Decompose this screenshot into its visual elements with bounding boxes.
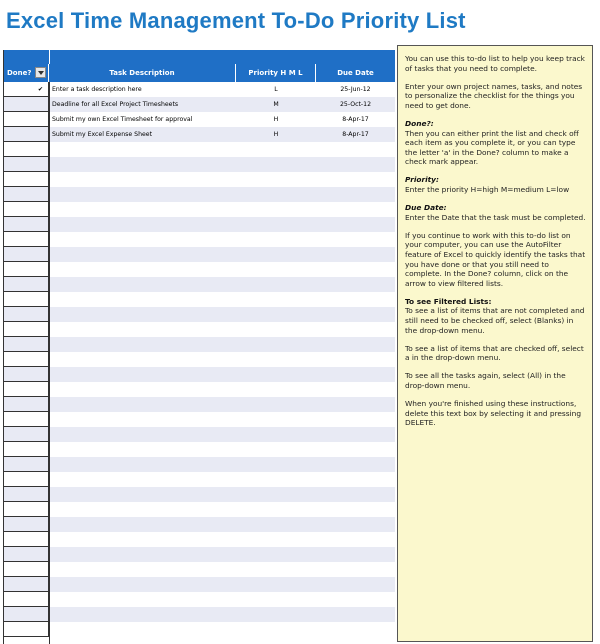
instructions-intro: You can use this to-do list to help you keep track of tasks that you need to complete. (405, 54, 585, 73)
table-row[interactable] (4, 112, 395, 127)
column-header-priority: Priority H M L (236, 64, 316, 82)
priority-cell[interactable] (236, 592, 316, 607)
task-description-cell[interactable] (49, 262, 236, 277)
done-cell[interactable] (4, 517, 49, 532)
done-cell[interactable] (4, 97, 49, 112)
table-row[interactable] (4, 337, 395, 352)
instructions-personalize: Enter your own project names, tasks, and notes to personalize the checklist for the things you need to get done. (405, 81, 583, 110)
task-description-cell[interactable]: Deadline for all Excel Project Timesheets (52, 101, 179, 108)
priority-cell[interactable] (236, 622, 316, 637)
due-date-cell[interactable] (316, 427, 395, 442)
priority-cell[interactable] (236, 142, 316, 157)
due-date-cell[interactable]: 25-Oct-12 (339, 101, 372, 108)
priority-cell[interactable]: H (273, 131, 279, 138)
filtered-lists-text: To see a list of items that are not completed and still need to be checked off, select (Blanks) in the drop-down menu. (405, 306, 585, 335)
column-divider (49, 82, 50, 644)
priority-text: Enter the priority H=high M=medium L=low (405, 185, 570, 195)
page-title: Excel Time Management To-Do Priority List (6, 8, 466, 33)
task-description-cell[interactable] (49, 157, 236, 172)
done-cell[interactable] (4, 292, 49, 307)
done-cell[interactable] (4, 622, 49, 637)
due-date-cell[interactable] (316, 172, 395, 187)
due-date-cell[interactable] (316, 292, 395, 307)
column-header-task: Task Description (49, 64, 236, 82)
due-date-cell[interactable] (316, 322, 395, 337)
due-date-cell[interactable] (316, 577, 395, 592)
done-cell[interactable] (4, 367, 49, 382)
done-cell[interactable] (4, 487, 49, 502)
due-date-cell[interactable] (316, 442, 395, 457)
done-cell[interactable] (4, 322, 49, 337)
task-description-cell[interactable] (49, 397, 236, 412)
task-description-cell[interactable] (49, 292, 236, 307)
priority-cell[interactable] (236, 292, 316, 307)
priority-cell[interactable] (236, 382, 316, 397)
priority-cell[interactable] (236, 172, 316, 187)
column-header-done (4, 64, 49, 82)
done-cell[interactable] (4, 427, 49, 442)
done-cell[interactable] (4, 607, 49, 622)
priority-cell[interactable] (236, 367, 316, 382)
priority-cell[interactable] (236, 607, 316, 622)
table-row[interactable] (4, 157, 395, 172)
filtered-lists-heading: To see Filtered Lists: (405, 296, 492, 306)
due-date-cell[interactable] (316, 187, 395, 202)
task-description-cell[interactable] (49, 547, 236, 562)
due-date-cell[interactable] (316, 457, 395, 472)
table-row[interactable] (4, 412, 395, 427)
priority-cell[interactable]: M (273, 101, 279, 108)
due-date-cell[interactable]: 25-Jun-12 (340, 86, 371, 93)
priority-cell[interactable] (236, 547, 316, 562)
task-description-cell[interactable] (49, 592, 236, 607)
done-cell[interactable] (4, 307, 49, 322)
due-date-cell[interactable] (316, 622, 395, 637)
priority-heading: Priority: (405, 175, 439, 185)
done-cell[interactable] (4, 172, 49, 187)
due-date-cell[interactable] (316, 472, 395, 487)
done-cell[interactable] (4, 232, 49, 247)
priority-cell[interactable] (236, 577, 316, 592)
priority-cell[interactable] (236, 202, 316, 217)
priority-cell[interactable] (236, 412, 316, 427)
task-description-cell[interactable] (49, 367, 236, 382)
priority-cell[interactable] (236, 457, 316, 472)
table-row[interactable] (4, 322, 395, 337)
due-date-cell[interactable] (316, 502, 395, 517)
table-row[interactable] (4, 502, 395, 517)
done-cell[interactable] (4, 562, 49, 577)
due-date-cell[interactable] (316, 397, 395, 412)
done-cell[interactable] (4, 127, 49, 142)
task-description-cell[interactable] (49, 412, 236, 427)
priority-cell[interactable] (236, 352, 316, 367)
table-row[interactable] (4, 382, 395, 397)
delete-instructions-text: When you're finished using these instructions, delete this text box by selecting it and pressing DELETE. (405, 399, 582, 428)
due-date-cell[interactable] (316, 142, 395, 157)
due-date-cell[interactable] (316, 382, 395, 397)
done-cell[interactable] (4, 457, 49, 472)
task-description-cell[interactable] (49, 217, 236, 232)
priority-cell[interactable] (236, 322, 316, 337)
task-description-cell[interactable] (49, 187, 236, 202)
due-date-cell[interactable] (316, 607, 395, 622)
table-row[interactable] (4, 202, 395, 217)
done-cell[interactable] (4, 337, 49, 352)
table-banner (4, 50, 396, 64)
done-cell[interactable] (4, 442, 49, 457)
table-row[interactable] (4, 427, 395, 442)
priority-cell[interactable] (236, 337, 316, 352)
table-row[interactable] (4, 262, 395, 277)
table-row[interactable] (4, 142, 395, 157)
table-row[interactable] (4, 577, 395, 592)
priority-cell[interactable] (236, 157, 316, 172)
table-row[interactable] (4, 517, 395, 532)
task-rows (4, 82, 395, 637)
priority-cell[interactable] (236, 517, 316, 532)
due-date-cell[interactable] (316, 202, 395, 217)
instructions-text-box[interactable] (397, 45, 593, 642)
table-row[interactable] (4, 97, 395, 112)
due-date-text: Enter the Date that the task must be completed. (405, 212, 586, 222)
task-description-cell[interactable] (49, 442, 236, 457)
table-row[interactable] (4, 397, 395, 412)
done-cell[interactable] (4, 577, 49, 592)
column-header-due: Due Date (337, 69, 374, 77)
task-description-cell[interactable] (49, 622, 236, 637)
task-description-cell[interactable] (49, 322, 236, 337)
due-date-cell[interactable] (316, 217, 395, 232)
done-cell[interactable] (4, 217, 49, 232)
table-row[interactable] (4, 457, 395, 472)
priority-cell[interactable] (236, 217, 316, 232)
autofilter-text: If you continue to work with this to-do list on your computer, you can use the AutoFilter feature of Excel to quickly identify the tasks that you have done or that you still need to complete. In the Done? column, click on the arrow to view filtered lists. (405, 230, 586, 288)
done-cell[interactable]: ✔ (4, 82, 49, 97)
done-cell[interactable] (4, 157, 49, 172)
task-description-cell[interactable] (49, 232, 236, 247)
priority-cell[interactable] (236, 232, 316, 247)
done-cell[interactable] (4, 112, 49, 127)
task-description-cell[interactable] (49, 307, 236, 322)
task-description-cell[interactable] (49, 202, 236, 217)
priority-cell[interactable] (236, 262, 316, 277)
task-description-cell[interactable] (49, 427, 236, 442)
priority-cell[interactable] (236, 277, 316, 292)
priority-cell[interactable] (236, 532, 316, 547)
priority-cell[interactable]: H (273, 116, 279, 123)
priority-cell[interactable]: L (274, 86, 278, 93)
autofilter-dropdown-icon[interactable] (35, 67, 46, 78)
done-cell[interactable] (4, 472, 49, 487)
due-date-cell[interactable] (316, 517, 395, 532)
table-row[interactable] (4, 172, 395, 187)
table-row[interactable] (4, 187, 395, 202)
done-cell[interactable] (4, 277, 49, 292)
table-row[interactable] (4, 562, 395, 577)
task-description-cell[interactable] (49, 502, 236, 517)
task-description-cell[interactable] (49, 517, 236, 532)
done-cell[interactable] (4, 547, 49, 562)
table-row[interactable] (4, 127, 395, 142)
due-date-cell[interactable] (316, 247, 395, 262)
priority-cell[interactable] (236, 247, 316, 262)
priority-cell[interactable] (236, 427, 316, 442)
task-description-cell[interactable]: Enter a task description here (52, 86, 142, 93)
table-row[interactable] (4, 592, 395, 607)
priority-cell[interactable] (236, 502, 316, 517)
due-date-cell[interactable] (316, 337, 395, 352)
due-date-cell[interactable]: 8-Apr-17 (342, 116, 369, 123)
priority-cell[interactable] (236, 187, 316, 202)
done-cell[interactable] (4, 187, 49, 202)
table-row[interactable] (4, 352, 395, 367)
done-cell[interactable] (4, 592, 49, 607)
table-row[interactable] (4, 487, 395, 502)
due-date-cell[interactable] (316, 277, 395, 292)
table-row[interactable] (4, 622, 395, 637)
table-row[interactable] (4, 532, 395, 547)
done-cell[interactable] (4, 412, 49, 427)
table-row[interactable] (4, 292, 395, 307)
task-description-cell[interactable] (49, 607, 236, 622)
priority-cell[interactable] (236, 562, 316, 577)
due-date-cell[interactable] (316, 367, 395, 382)
due-date-cell[interactable] (316, 262, 395, 277)
done-cell[interactable] (4, 532, 49, 547)
table-row[interactable] (4, 442, 395, 457)
all-tasks-text: To see all the tasks again, select (All) in the drop-down menu. (405, 371, 566, 391)
priority-cell[interactable] (236, 472, 316, 487)
due-date-cell[interactable] (316, 547, 395, 562)
due-date-cell[interactable] (316, 487, 395, 502)
priority-cell[interactable] (236, 397, 316, 412)
done-heading: Done?: (405, 118, 434, 128)
done-cell[interactable] (4, 502, 49, 517)
table-row[interactable] (4, 547, 395, 562)
due-date-cell[interactable] (316, 412, 395, 427)
table-row[interactable] (4, 232, 395, 247)
task-description-cell[interactable] (49, 472, 236, 487)
table-row[interactable] (4, 367, 395, 382)
done-text: Then you can either print the list and check off each item as you complete it, or you can type the letter 'a' in the Done? column to make a check mark appear. (405, 128, 579, 167)
done-cell[interactable] (4, 247, 49, 262)
done-cell[interactable] (4, 382, 49, 397)
due-date-cell[interactable]: 8-Apr-17 (342, 131, 369, 138)
table-row[interactable] (4, 247, 395, 262)
due-date-cell[interactable] (316, 307, 395, 322)
column-header-done-label: Done? (7, 69, 32, 77)
task-description-cell[interactable] (49, 247, 236, 262)
done-cell[interactable] (4, 202, 49, 217)
task-description-cell[interactable] (49, 562, 236, 577)
priority-cell[interactable] (236, 442, 316, 457)
table-row[interactable] (4, 472, 395, 487)
priority-cell[interactable] (236, 307, 316, 322)
due-date-cell[interactable] (316, 352, 395, 367)
task-description-cell[interactable]: Submit my own Excel Timesheet for approval (52, 116, 193, 123)
priority-cell[interactable] (236, 487, 316, 502)
checked-items-text: To see a list of items that are checked off, select a in the drop-down menu. (405, 343, 584, 363)
table-header (4, 64, 395, 82)
task-description-cell[interactable] (49, 457, 236, 472)
due-date-cell[interactable] (316, 562, 395, 577)
task-description-cell[interactable] (49, 532, 236, 547)
task-description-cell[interactable] (49, 487, 236, 502)
task-description-cell[interactable] (49, 352, 236, 367)
table-row[interactable] (4, 82, 395, 97)
task-description-cell[interactable] (49, 277, 236, 292)
done-cell[interactable] (4, 352, 49, 367)
due-date-cell[interactable] (316, 232, 395, 247)
task-description-cell[interactable] (49, 337, 236, 352)
task-description-cell[interactable] (49, 577, 236, 592)
due-date-cell[interactable] (316, 157, 395, 172)
done-cell[interactable] (4, 397, 49, 412)
table-row[interactable] (4, 607, 395, 622)
task-description-cell[interactable] (49, 142, 236, 157)
due-date-cell[interactable] (316, 592, 395, 607)
done-cell[interactable] (4, 142, 49, 157)
table-row[interactable] (4, 277, 395, 292)
table-row[interactable] (4, 307, 395, 322)
task-description-cell[interactable] (49, 172, 236, 187)
due-date-heading: Due Date: (405, 203, 447, 213)
done-cell[interactable] (4, 262, 49, 277)
todo-table (3, 50, 396, 644)
task-description-cell[interactable] (49, 382, 236, 397)
task-description-cell[interactable]: Submit my Excel Expense Sheet (52, 131, 153, 138)
table-row[interactable] (4, 217, 395, 232)
due-date-cell[interactable] (316, 532, 395, 547)
